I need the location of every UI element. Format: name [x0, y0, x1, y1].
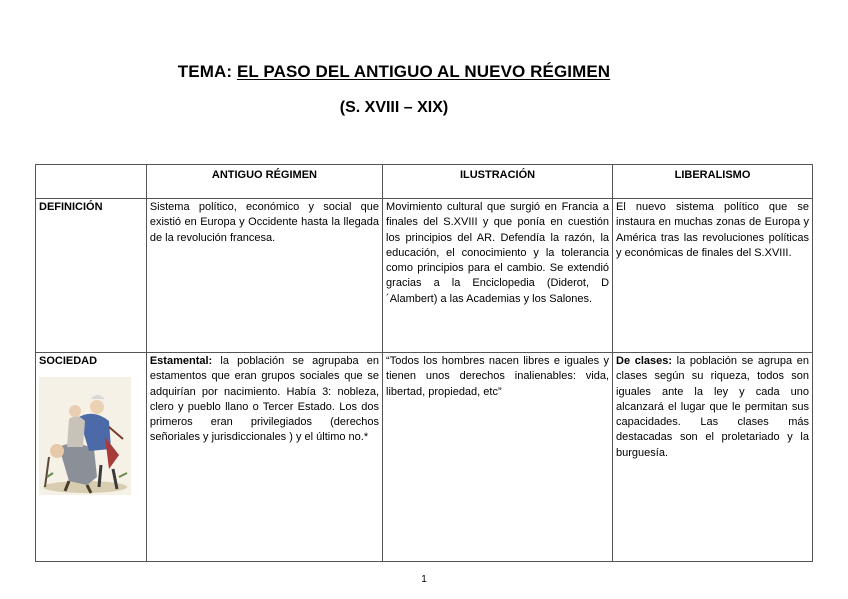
- comparison-table: [35, 164, 813, 562]
- header-cell-empty: [36, 165, 147, 199]
- header-cell-liberalismo: LIBERALISMO: [613, 165, 813, 199]
- title-prefix: TEMA:: [177, 62, 237, 81]
- title-main: EL PASO DEL ANTIGUO AL NUEVO RÉGIMEN: [236, 62, 611, 81]
- cell-definicion-antiguo-regimen: [146, 199, 382, 353]
- cell-sociedad-antiguo-regimen: [146, 353, 382, 562]
- estates-caricature-image: [39, 377, 131, 495]
- header-cell-antiguo-regimen: ANTIGUO RÉGIMEN: [146, 165, 382, 199]
- cell-text: la población se agrupa en clases según su riqueza, todos son iguales ante la ley y cada uno alcanzará el lugar que le permitan sus capacidades. Las clases más destacadas son el proletariado y la burguesía.: [616, 355, 809, 459]
- table-header-row: [36, 165, 813, 199]
- subtitle-text: (S. XVIII – XIX): [339, 99, 449, 116]
- cell-text: El nuevo sistema político que se instaura en muchas zonas de Europa y América tras las revoluciones políticas y económicas de finales del S.XVIII.: [616, 201, 809, 259]
- cell-sociedad-liberalismo: [613, 353, 813, 562]
- cell-text: la población se agrupaba en estamentos que eran grupos sociales que se adquirían por nacimiento. Había 3: nobleza, clero y pueblo llano o Tercer Estado. Los dos primeros eran privilegiados (derechos señoriales y jurisdiccionales ) y el último no.*: [149, 355, 380, 444]
- cell-text: Sistema político, económico y social que existió en Europa y Occidente hasta la llegada de la revolución francesa.: [149, 201, 380, 244]
- row-label-text: SOCIEDAD: [39, 355, 98, 367]
- document-subtitle: [0, 99, 848, 117]
- table-row-definicion: [36, 199, 813, 353]
- row-label-sociedad: [36, 353, 147, 562]
- row-label-definicion: DEFINICIÓN: [36, 199, 147, 353]
- cell-sociedad-ilustracion: [383, 353, 613, 562]
- header-cell-ilustracion: ILUSTRACIÓN: [383, 165, 613, 199]
- table-row-sociedad: [36, 353, 813, 562]
- cell-text: Movimiento cultural que surgió en Francia a finales del S.XVIII y que ponía en cuestión los principios del AR. Defendía la razón, la educación, el conocimiento y la tolerancia como principios para el cambio. Se extendió gracias a la Enciclopedia (Diderot, D´Alambert) a las Academias y los Salones.: [386, 201, 610, 305]
- document-title: [0, 62, 848, 82]
- page-number: 1: [421, 574, 427, 585]
- cell-definicion-ilustracion: [383, 199, 613, 353]
- cell-lead: De clases:: [616, 355, 673, 367]
- cell-definicion-liberalismo: [613, 199, 813, 353]
- cell-lead: Estamental:: [149, 355, 213, 367]
- cell-text: “Todos los hombres nacen libres e iguales y tienen unos derechos inalienables: vida, libertad, propiedad, etc”: [386, 355, 610, 398]
